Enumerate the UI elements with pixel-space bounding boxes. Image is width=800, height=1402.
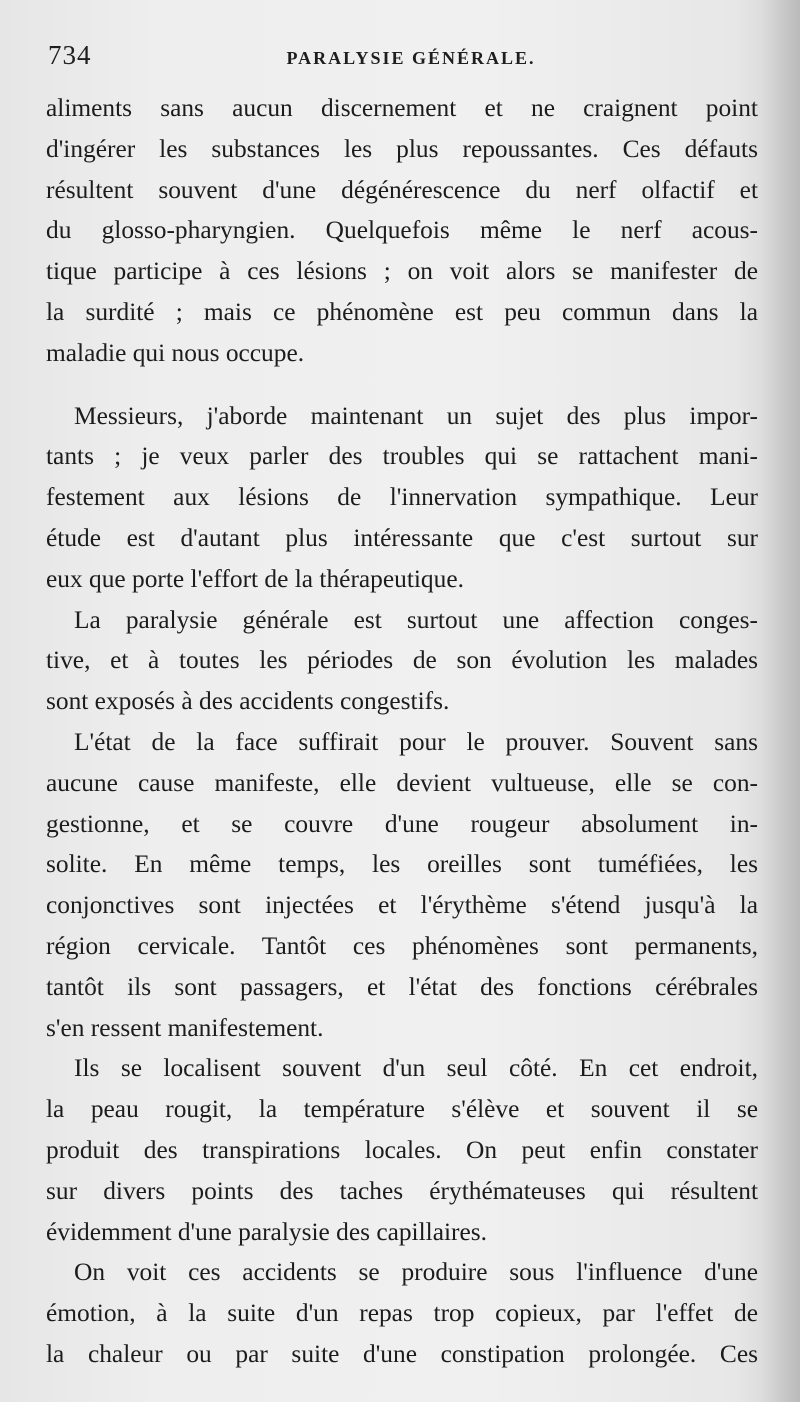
text-line: maladie qui nous occupe. — [46, 338, 305, 367]
text-line: la peau rougit, la température s'élève et souvent il se — [46, 1095, 758, 1124]
paragraph — [46, 722, 758, 1048]
text-line: émotion, à la suite d'un repas trop copieux, par l'effet de — [46, 1299, 758, 1328]
text-line: produit des transpirations locales. On peut enfin constater — [46, 1135, 758, 1164]
text-line: solite. En même temps, les oreilles sont tuméfiées, les — [46, 850, 758, 879]
text-line: étude est d'autant plus intéressante que c'est surtout sur — [46, 523, 758, 552]
text-line: tantôt ils sont passagers, et l'état des fonctions cérébrales — [46, 972, 758, 1001]
page-number: 734 — [48, 40, 92, 70]
paragraph — [46, 396, 758, 600]
text-line: résultent souvent d'une dégénérescence du nerf olfactif et — [46, 175, 758, 204]
text-line: On voit ces accidents se produire sous l'influence d'une — [74, 1258, 758, 1287]
running-title: PARALYSIE GÉNÉRALE. — [286, 48, 536, 68]
text-line: L'état de la face suffirait pour le prouver. Souvent sans — [74, 727, 758, 756]
text-line: festement aux lésions de l'innervation sympathique. Leur — [46, 483, 758, 512]
text-line: La paralysie générale est surtout une affection conges- — [74, 605, 758, 634]
body-text — [46, 88, 758, 1375]
text-line: aucune cause manifeste, elle devient vultueuse, elle se con- — [46, 768, 758, 797]
text-line: tive, et à toutes les périodes de son évolution les malades — [46, 646, 758, 675]
paragraph — [46, 1048, 758, 1252]
paragraph — [46, 88, 758, 374]
paragraph-gap — [46, 374, 758, 396]
text-line: aliments sans aucun discernement et ne craignent point — [46, 94, 758, 122]
text-line: Messieurs, j'aborde maintenant un sujet des plus impor- — [74, 401, 758, 430]
text-line: d'ingérer les substances les plus repoussantes. Ces défauts — [46, 134, 758, 163]
paragraph — [46, 1252, 758, 1374]
text-line: s'en ressent manifestement. — [46, 1013, 324, 1042]
text-line: région cervicale. Tantôt ces phénomènes sont permanents, — [46, 931, 758, 960]
text-line: sont exposés à des accidents congestifs. — [46, 687, 450, 716]
text-line: gestionne, et se couvre d'une rougeur absolument in- — [46, 809, 758, 838]
paragraph — [46, 600, 758, 722]
text-line: tique participe à ces lésions ; on voit alors se manifester de — [46, 257, 758, 286]
text-line: tants ; je veux parler des troubles qui se rattachent mani- — [46, 442, 758, 471]
text-line: eux que porte l'effort de la thérapeutique. — [46, 564, 464, 593]
text-line: la surdité ; mais ce phénomène est peu commun dans la — [46, 297, 758, 326]
text-line: sur divers points des taches érythémateuses qui résultent — [46, 1176, 758, 1205]
page-edge-shadow — [760, 0, 800, 1402]
text-line: du glosso-pharyngien. Quelquefois même le nerf acous- — [46, 216, 758, 245]
text-line: conjonctives sont injectées et l'érythème s'étend jusqu'à la — [46, 891, 758, 920]
text-line: la chaleur ou par suite d'une constipation prolongée. Ces — [46, 1339, 758, 1368]
text-line: Ils se localisent souvent d'un seul côté. En cet endroit, — [74, 1054, 758, 1083]
page-header — [46, 40, 756, 80]
text-line: évidemment d'une paralysie des capillaires. — [46, 1217, 487, 1246]
